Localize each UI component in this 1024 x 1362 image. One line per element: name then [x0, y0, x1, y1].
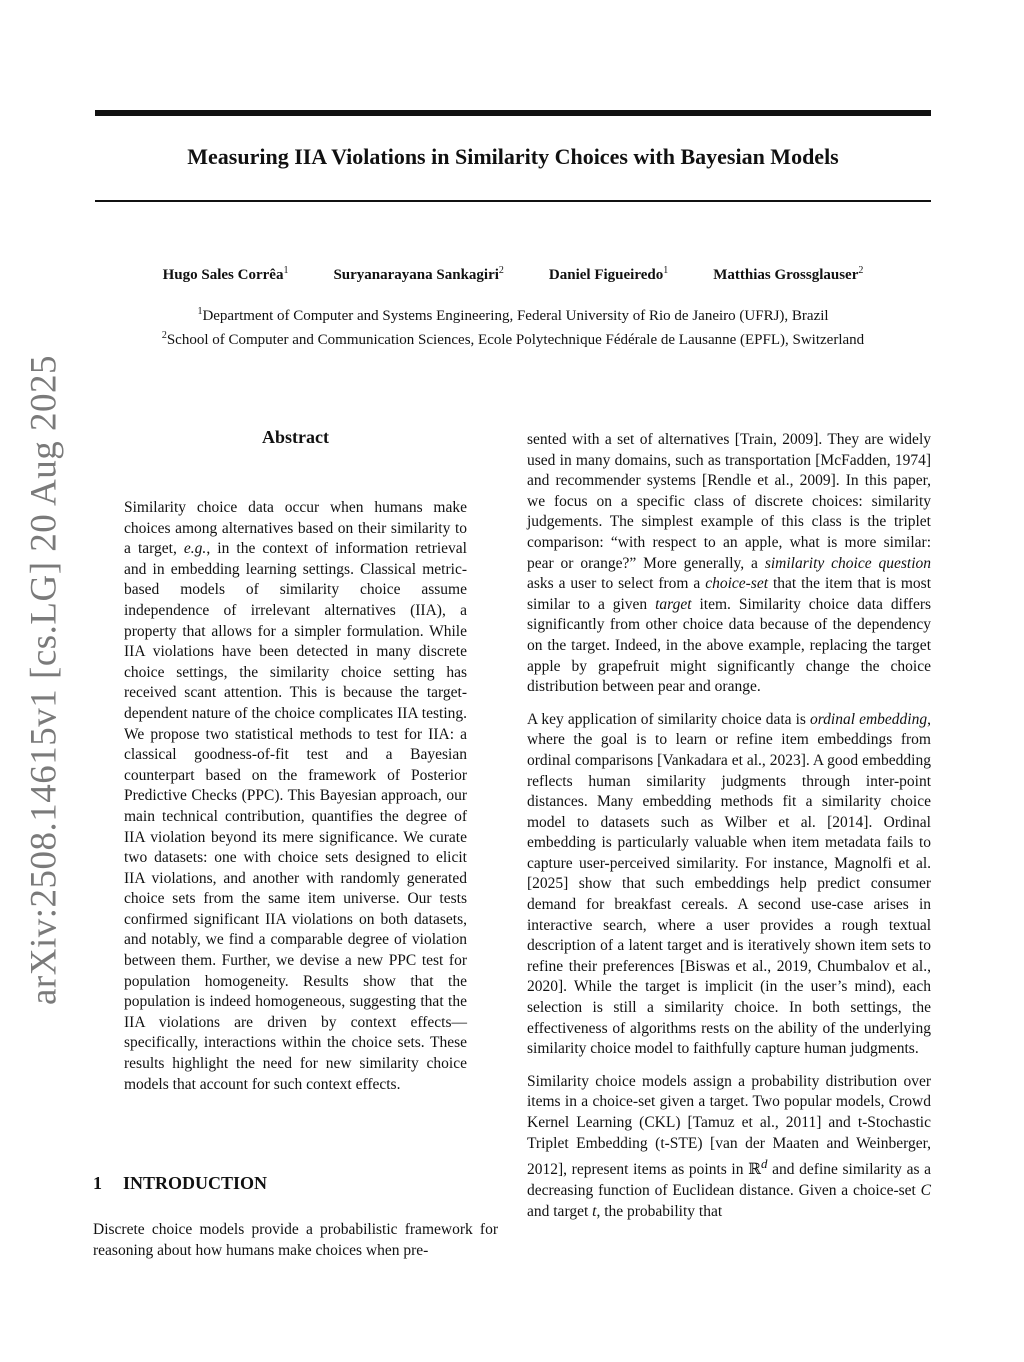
title-rule-bottom	[95, 200, 931, 202]
affiliation-1: $^1$Department of Computer and Systems Engineering, Federal University of Rio de Janeiro (UFRJ), Brazil	[197, 306, 829, 324]
body-paragraph: sented with a set of alternatives [Train, 2009]. They are widely used in many domains, such as transportation [McFadden, 1974] and recommender systems [Rendle et al., 2009]. In this paper, we focus on a specific class of discrete choices: similarity judgements. The simplest example of this class is the triplet comparison: “with respect to an apple, what is more similar: pear or orange?” More generally, a similarity choice question asks a user to select from a choice-set that the item that is most similar to a given target item. Similarity choice data differs significantly from other choice data because of the dependency on the target. Indeed, in the above example, replacing the target apple by grapefruit might significantly change the choice distribution between pear and orange.	[527, 431, 932, 696]
author: Hugo Sales Corrêa$^1$	[162, 265, 289, 283]
affiliation-2: $^2$School of Computer and Communication Sciences, Ecole Polytechnique Fédérale de Lausanne (EPFL), Switzerland	[161, 330, 865, 348]
section-heading: 1 INTRODUCTION	[93, 1173, 268, 1193]
body-paragraph: Similarity choice models assign a probability distribution over items in a choice-set given a target. Two popular models, Crowd Kernel Learning (CKL) [Tamuz et al., 2011] and t-Stochastic Triplet Embedding (t-STE) [van der Maaten and Weinberger, 2012], represent items as points in ℝ$^d$ and define similarity as a decreasing function of Euclidean distance. Given a choice-set C and target t, the probability that	[527, 1072, 932, 1220]
affiliations	[95, 302, 931, 350]
abstract-text: Similarity choice data occur when humans make choices among alternatives based on their similarity to a target, e.g., in the context of information retrieval and in embedding learning settings. Classical metric-based models of similarity choice assume independence of irrelevant alternatives (IIA), a property that allows for a simpler formulation. While IIA violations have been detected in many discrete choice settings, the similarity choice setting has received scant attention. This is because the target-dependent nature of the choice complicates IIA testing. We propose two statistical methods to test for IIA: a classical goodness-of-fit test and a Bayesian counterpart based on the framework of Posterior Predictive Checks (PPC). This Bayesian approach, our main technical contribution, quantifies the degree of IIA violation beyond its mere significance. We curate two datasets: one with choice sets designed to elicit IIA violations, and another with randomly generated choice sets from the same item universe. Our tests confirmed significant IIA violations on both datasets, and notably, we find a comparable degree of violation between them. Further, we devise a new PPC test for population homogeneity. Results show that the population is indeed homogeneous, suggesting that the IIA violations are driven by context effects—specifically, interactions within the choice sets. These results highlight the need for new similarity choice models that account for such context effects.	[124, 499, 467, 1093]
title-rule-top	[95, 110, 931, 116]
arxiv-identifier: arXiv:2508.14615v1 [cs.LG] 20 Aug 2025	[23, 355, 65, 1005]
intro-paragraph: Discrete choice models provide a probabilistic framework for reasoning about how humans make choices when pre-	[93, 1221, 498, 1259]
right-column	[527, 430, 931, 1234]
abstract-column	[124, 424, 467, 1107]
author: Suryanarayana Sankagiri$^2$	[333, 265, 504, 283]
author-list	[95, 259, 931, 287]
abstract-heading: Abstract	[262, 427, 329, 447]
paper-title: Measuring IIA Violations in Similarity Choices with Bayesian Models	[187, 144, 839, 169]
introduction-section	[93, 1168, 498, 1273]
author: Matthias Grossglauser$^2$	[713, 265, 864, 283]
author: Daniel Figueiredo$^1$	[548, 265, 669, 283]
body-paragraph: A key application of similarity choice data is ordinal embedding, where the goal is to learn or refine item embeddings from ordinal comparisons [Vankadara et al., 2023]. A good embedding reflects human similarity judgments through inter-point distances. Many embedding methods fit a similarity choice model to datasets such as Wilber et al. [2014]. Ordinal embedding is particularly valuable when item metadata fails to capture user-perceived similarity. For instance, Magnolfi et al. [2025] show that such embeddings help predict consumer demand for breakfast cereals. A second use-case arises in interactive search, where a user provides a rough textual description of a latent target and is iteratively shown item sets to refine their preferences [Biswas et al., 2019, Chumbalov et al., 2020]. While the target is implicit (in the user’s mind), each selection is still a similarity choice. In both settings, the effectiveness of algorithms rests on the ability of the underlying similarity choice model to faithfully capture human judgments.	[527, 710, 931, 1058]
